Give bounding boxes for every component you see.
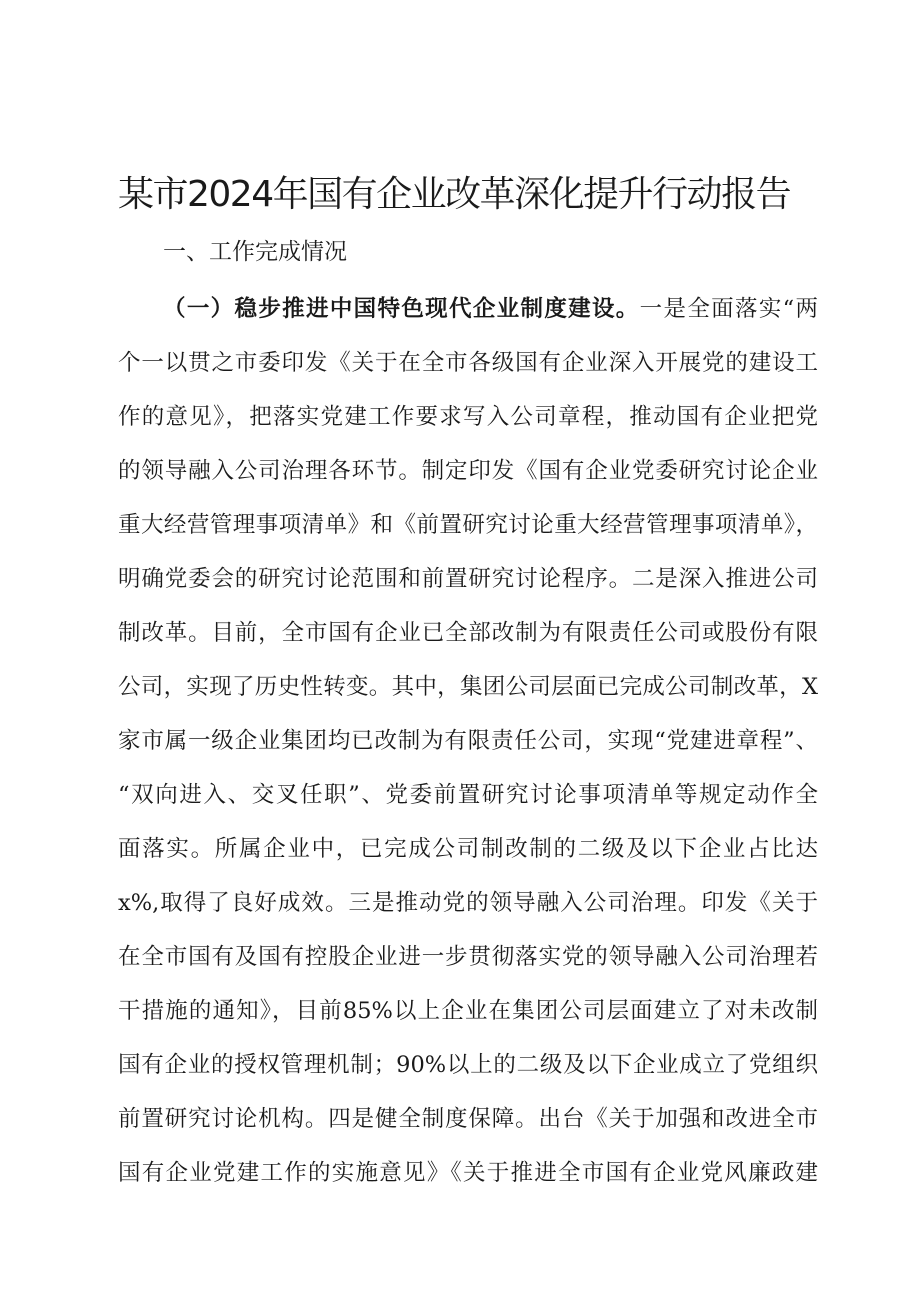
paragraph-line: 家市属一级企业集团均已改制为有限责任公司，实现“党建进章程”、 [118,728,818,754]
paragraph-line: 公司，实现了历史性转变。其中，集团公司层面已完成公司制改革，X [118,674,818,700]
paragraph-line: 的领导融入公司治理各环节。制定印发《国有企业党委研究讨论企业 [118,458,818,484]
paragraph-line: x%,取得了良好成效。三是推动党的领导融入公司治理。印发《关于 [118,890,818,916]
paragraph-line: 在全市国有及国有控股企业进一步贯彻落实党的领导融入公司治理若 [118,944,818,970]
paragraph-line-text: 一是全面落实“两 [639,296,818,322]
subsection-heading: （一）稳步推进中国特色现代企业制度建设。 [163,296,640,322]
section-heading: 一、工作完成情况 [163,239,347,265]
paragraph-line: 个一以贯之市委印发《关于在全市各级国有企业深入开展党的建设工 [118,350,818,376]
body-paragraph [118,282,818,1200]
paragraph-line: 作的意见》，把落实党建工作要求写入公司章程，推动国有企业把党 [118,404,818,430]
document-title: 某市2024年国有企业改革深化提升行动报告 [118,174,791,215]
paragraph-line: 面落实。所属企业中，已完成公司制改制的二级及以下企业占比达 [118,836,818,862]
paragraph-line [118,282,818,336]
paragraph-line: 明确党委会的研究讨论范围和前置研究讨论程序。二是深入推进公司 [118,566,818,592]
paragraph-line: 前置研究讨论机构。四是健全制度保障。出台《关于加强和改进全市 [118,1106,818,1132]
paragraph-line: 重大经营管理事项清单》和《前置研究讨论重大经营管理事项清单》， [118,512,818,538]
paragraph-line: 制改革。目前，全市国有企业已全部改制为有限责任公司或股份有限 [118,620,818,646]
paragraph-line: “双向进入、交叉任职”、党委前置研究讨论事项清单等规定动作全 [118,782,818,808]
paragraph-line: 国有企业党建工作的实施意见》《关于推进全市国有企业党风廉政建 [118,1160,818,1186]
paragraph-line: 国有企业的授权管理机制；90%以上的二级及以下企业成立了党组织 [118,1052,818,1078]
paragraph-line: 干措施的通知》，目前85%以上企业在集团公司层面建立了对未改制 [118,998,818,1024]
